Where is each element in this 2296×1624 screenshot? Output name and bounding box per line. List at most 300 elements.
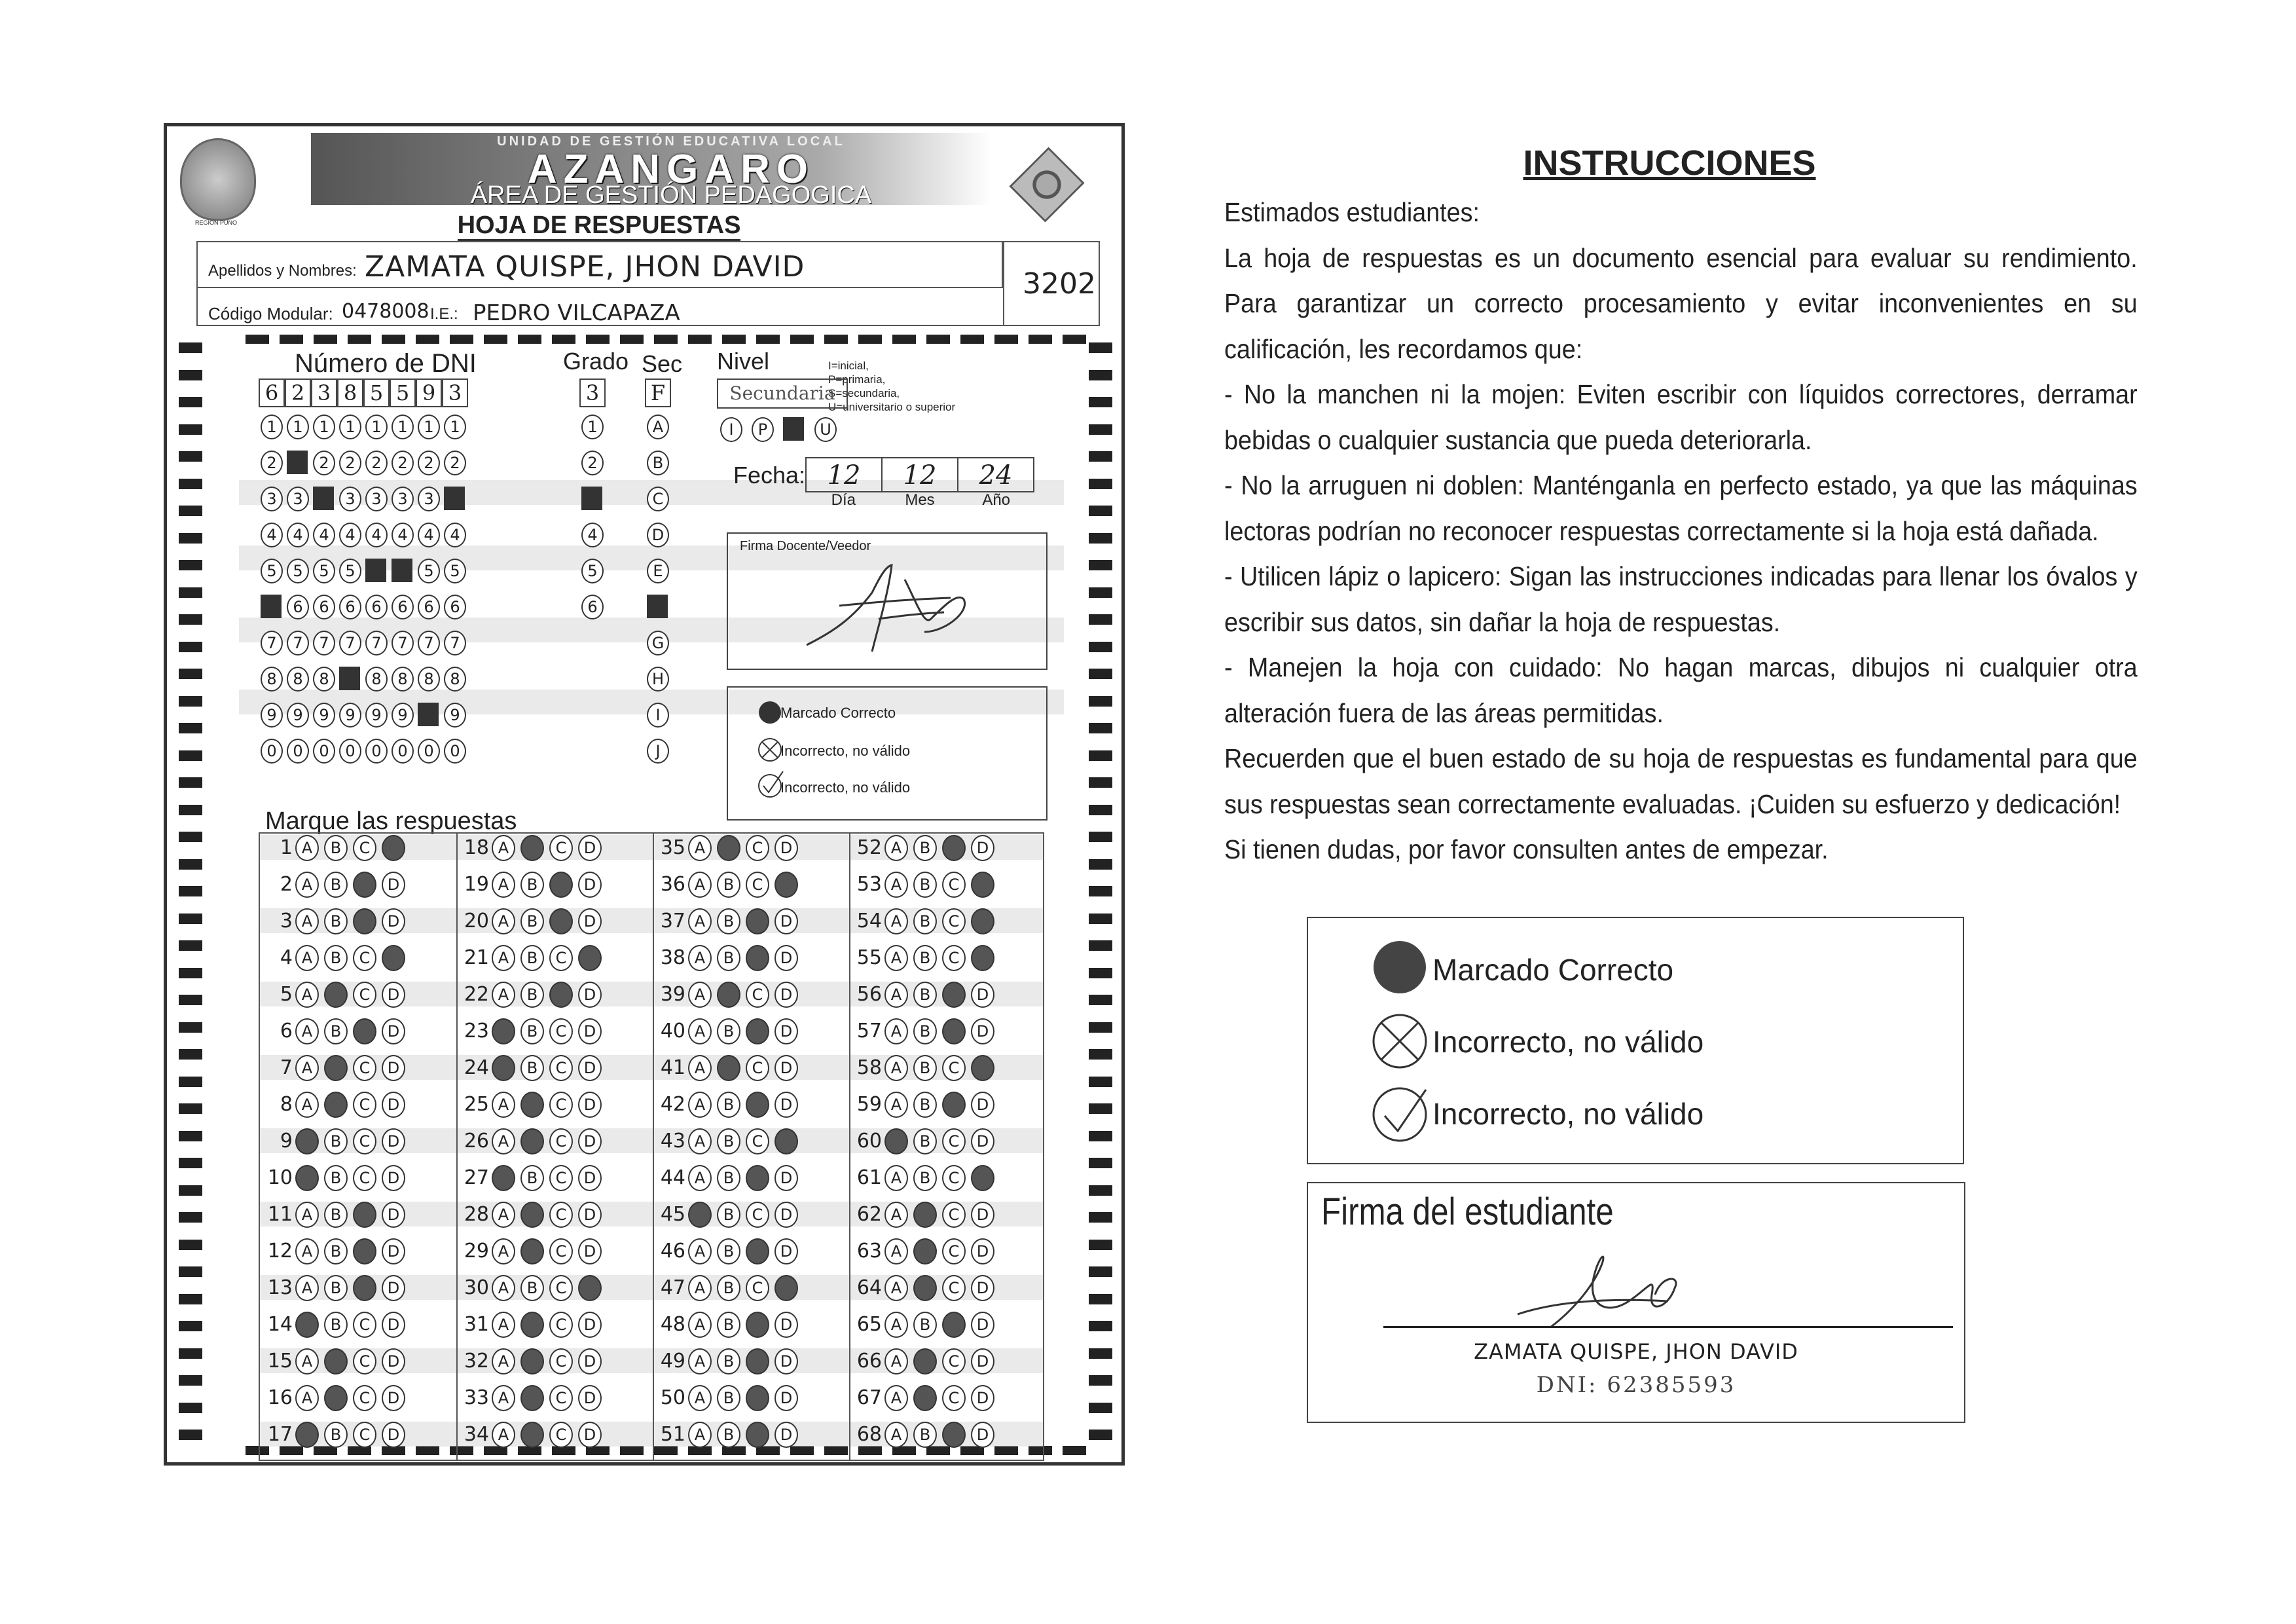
dni-bubble: 7 (339, 631, 361, 655)
answer-bubble: D (971, 1312, 994, 1338)
answer-bubble: D (774, 1018, 798, 1044)
answer-bubble: A (295, 1055, 319, 1081)
dni-digit-box: 8 (337, 378, 363, 407)
dni-bubble: 5 (261, 559, 283, 583)
small-legend-box (727, 686, 1048, 821)
timing-mark-right (1089, 1185, 1112, 1196)
answer-bubble: C (549, 1165, 573, 1191)
instructions-closing: Recuerden que el buen estado de su hoja de respuestas es fundamental para que sus respuestas sean correctamente evaluadas. ¡Cuiden su esfuerzo y dedicación! (1224, 743, 2138, 819)
question-number: 32 (464, 1350, 489, 1373)
answer-bubble: C (549, 1128, 573, 1154)
nivel-box: Secundaria (717, 378, 848, 409)
answer-bubble-marked: D (774, 872, 798, 898)
timing-mark-right (1089, 1240, 1112, 1250)
timing-mark-left (179, 1240, 202, 1250)
answer-bubble: A (295, 1238, 319, 1264)
answer-bubble: D (971, 1018, 994, 1044)
timing-mark-right (1089, 886, 1112, 896)
legend-large-text-1: Marcado Correcto (1432, 953, 1674, 987)
answer-bubble: B (324, 1275, 348, 1301)
timing-mark-right (1089, 1158, 1112, 1168)
timing-mark-left (179, 642, 202, 652)
answer-bubble: C (942, 1165, 966, 1191)
timing-mark-left (179, 1077, 202, 1087)
timing-mark-right (1089, 1294, 1112, 1304)
question-number: 5 (280, 983, 293, 1006)
answer-bubble: D (578, 872, 602, 898)
answer-bubble: A (688, 1385, 712, 1411)
grado-bubble: 6 (581, 595, 604, 619)
answer-bubble-marked: D (971, 872, 994, 898)
answer-bubble: C (549, 1202, 573, 1228)
answer-bubble: B (913, 1018, 937, 1044)
banner-sub-text: ÁREA DE GESTIÓN PEDAGOGICA (470, 181, 872, 209)
answer-bubble: A (884, 1018, 908, 1044)
answer-bubble: C (942, 1348, 966, 1375)
timing-mark-right (1089, 1212, 1112, 1223)
dni-bubble: 3 (339, 487, 361, 511)
instructions-text (1224, 190, 2138, 873)
answer-bubble: A (884, 1385, 908, 1411)
answer-bubble-marked: C (353, 872, 376, 898)
sec-bubble: E (647, 559, 669, 583)
answer-bubble: A (688, 872, 712, 898)
crest-caption: REGION PUNO (194, 219, 237, 226)
instruction-no-manchar: - No la manchen ni la mojen: Eviten escribir con líquidos correctores, derramar bebidas o cualquier sustancia que pueda deteriorarla. (1224, 379, 2138, 455)
answer-bubble: A (295, 945, 319, 971)
answer-bubble: B (324, 1202, 348, 1228)
timing-mark-right (1089, 1077, 1112, 1087)
timing-mark-left (179, 859, 202, 870)
answer-bubble: D (971, 1422, 994, 1448)
answer-bubble: B (717, 1165, 740, 1191)
timing-mark-right (1089, 342, 1112, 353)
timing-mark-left (179, 886, 202, 896)
answer-bubble: B (520, 982, 544, 1008)
answer-bubble: B (324, 1165, 348, 1191)
dni-bubble: 0 (392, 739, 414, 764)
answer-bubble-marked: B (520, 835, 544, 861)
dni-bubble: 9 (287, 703, 309, 728)
question-number: 45 (660, 1203, 685, 1226)
answer-bubble: B (913, 872, 937, 898)
dni-bubble: 8 (365, 667, 388, 692)
answer-bubble: D (971, 1202, 994, 1228)
dni-bubble-marked (261, 595, 282, 618)
answer-bubble: B (717, 945, 740, 971)
answer-bubble: A (884, 982, 908, 1008)
answer-bubble: A (492, 1385, 515, 1411)
signature-line (1383, 1326, 1953, 1328)
dni-bubble: 1 (444, 415, 466, 439)
timing-mark-top (1029, 335, 1052, 344)
answer-bubble-marked: A (492, 1055, 515, 1081)
sec-bubble: J (647, 739, 669, 764)
student-name: ZAMATA QUISPE, JHON DAVID (1474, 1339, 1798, 1364)
timing-mark-left (179, 342, 202, 353)
answer-bubble-marked: D (971, 1055, 994, 1081)
answer-bubble: B (324, 872, 348, 898)
answer-bubble: A (884, 1348, 908, 1375)
fecha-boxes (805, 457, 1034, 492)
timing-mark-right (1089, 696, 1112, 707)
timing-mark-right (1089, 479, 1112, 489)
answer-bubble: C (746, 1275, 769, 1301)
dni-bubble: 0 (365, 739, 388, 764)
timing-mark-left (179, 1348, 202, 1359)
question-number: 64 (856, 1276, 882, 1299)
firma-docente-box (727, 532, 1048, 670)
answer-bubble: A (492, 1422, 515, 1448)
dni-bubble: 2 (392, 451, 414, 475)
timing-mark-left (179, 587, 202, 598)
answer-bubble: B (717, 908, 740, 934)
answer-bubble: A (492, 835, 515, 861)
question-number: 47 (660, 1276, 685, 1299)
answer-bubble: D (578, 1348, 602, 1375)
question-number: 66 (856, 1350, 882, 1373)
question-number: 31 (464, 1313, 489, 1336)
answer-bubble-marked: B (324, 1055, 348, 1081)
answer-bubble: D (971, 982, 994, 1008)
code-label: Código Modular: (208, 304, 333, 323)
dni-bubble: 4 (444, 523, 466, 547)
answer-bubble: C (549, 945, 573, 971)
answer-bubble: D (578, 1128, 602, 1154)
dni-digit-box: 3 (311, 378, 337, 407)
answer-bubble-marked: B (520, 1312, 544, 1338)
answer-bubble-marked: A (884, 1128, 908, 1154)
dni-bubble: 1 (365, 415, 388, 439)
student-signature-box (1307, 1182, 1965, 1423)
dni-bubble: 1 (287, 415, 309, 439)
timing-mark-right (1089, 940, 1112, 951)
question-number: 54 (856, 910, 882, 932)
ugel-seal-logo (1009, 147, 1084, 222)
fecha-label: Fecha: (733, 462, 806, 489)
timing-mark-left (179, 1212, 202, 1223)
dni-bubble: 2 (339, 451, 361, 475)
timing-mark-right (1089, 424, 1112, 435)
dni-bubble: 0 (287, 739, 309, 764)
answer-bubble-marked: B (913, 1275, 937, 1301)
answer-bubble-marked: D (774, 1128, 798, 1154)
fecha-year: 24 (979, 460, 1013, 490)
sec-bubble: A (647, 415, 669, 439)
timing-mark-right (1089, 397, 1112, 407)
timing-mark-left (179, 397, 202, 407)
timing-mark-top (756, 335, 780, 344)
dni-bubble: 3 (418, 487, 440, 511)
answer-bubble: A (492, 1275, 515, 1301)
answer-bubble-marked: C (746, 1385, 769, 1411)
answer-bubble: B (520, 1275, 544, 1301)
answer-bubble-marked: C (942, 1092, 966, 1118)
answer-bubble: D (774, 1348, 798, 1375)
timing-mark-top (790, 335, 814, 344)
question-number: 12 (267, 1240, 293, 1263)
answer-bubble-marked: D (971, 1165, 994, 1191)
sec-box: F (645, 378, 671, 407)
answer-bubble: C (353, 1055, 376, 1081)
answer-bubble: B (717, 1018, 740, 1044)
answer-bubble-marked: C (942, 835, 966, 861)
answer-bubble: B (913, 1055, 937, 1081)
question-number: 43 (660, 1130, 685, 1153)
question-number: 40 (660, 1020, 685, 1043)
answer-bubble: D (971, 835, 994, 861)
answer-bubble: C (549, 1092, 573, 1118)
nivel-bubble-marked (783, 417, 804, 441)
dni-digit-box: 3 (442, 378, 468, 407)
ie-label: I.E.: (430, 305, 458, 323)
timing-mark-right (1089, 614, 1112, 625)
answer-bubble-marked: A (492, 1165, 515, 1191)
answer-bubble: A (884, 1092, 908, 1118)
timing-mark-left (179, 805, 202, 815)
dni-bubble-marked (339, 667, 360, 690)
timing-mark-top (858, 335, 882, 344)
legend-large-text-2: Incorrecto, no válido (1432, 1025, 1704, 1059)
answer-bubble: B (913, 1128, 937, 1154)
answer-bubble: A (688, 1092, 712, 1118)
dni-bubble: 7 (261, 631, 283, 655)
answer-bubble: D (382, 1018, 405, 1044)
answer-bubble: B (717, 872, 740, 898)
answer-bubble-marked: B (324, 982, 348, 1008)
answer-bubble-marked: C (942, 982, 966, 1008)
answer-bubble: D (971, 1348, 994, 1375)
answer-bubble-marked: A (295, 1422, 319, 1448)
answer-bubble: C (549, 1238, 573, 1264)
answer-bubble-marked: C (746, 945, 769, 971)
dni-digit-box: 5 (363, 378, 390, 407)
answer-bubble: B (520, 945, 544, 971)
sec-bubble-marked (647, 595, 668, 618)
answer-bubble: D (971, 1092, 994, 1118)
answer-bubble-marked: D (382, 835, 405, 861)
question-number: 44 (660, 1166, 685, 1189)
answer-bubble: A (884, 872, 908, 898)
student-signature (1498, 1236, 1694, 1340)
dni-digit-box: 9 (416, 378, 442, 407)
dni-bubble: 6 (287, 595, 309, 619)
answer-bubble: B (324, 1422, 348, 1448)
answer-bubble: C (942, 1275, 966, 1301)
answer-bubble: D (578, 982, 602, 1008)
nivel-bubble: I (720, 417, 742, 442)
answer-bubble: D (382, 1275, 405, 1301)
answer-bubble: B (520, 908, 544, 934)
dni-bubble: 6 (365, 595, 388, 619)
answer-bubble: D (774, 1165, 798, 1191)
sec-bubble: I (647, 703, 669, 728)
dni-bubble: 7 (418, 631, 440, 655)
answer-bubble: A (492, 1348, 515, 1375)
question-number: 25 (464, 1093, 489, 1116)
answer-bubble: D (774, 1238, 798, 1264)
timing-mark-right (1089, 1348, 1112, 1359)
answer-bubble-marked: C (746, 1238, 769, 1264)
answer-bubble: D (774, 1055, 798, 1081)
answer-bubble-marked: C (549, 982, 573, 1008)
dni-bubble: 1 (261, 415, 283, 439)
question-number: 22 (464, 983, 489, 1006)
timing-mark-top (926, 335, 950, 344)
answer-bubble: A (492, 982, 515, 1008)
answer-bubble: C (549, 835, 573, 861)
timing-mark-top (892, 335, 916, 344)
dni-bubble: 5 (313, 559, 335, 583)
legend-marks (1364, 931, 1436, 1173)
answer-bubble: C (746, 1128, 769, 1154)
answer-bubble: C (746, 1202, 769, 1228)
timing-mark-left (179, 614, 202, 625)
answer-bubble: D (382, 872, 405, 898)
fecha-day: 12 (807, 458, 883, 491)
answer-bubble: C (549, 1385, 573, 1411)
timing-mark-left (179, 479, 202, 489)
answer-bubble: A (295, 1018, 319, 1044)
dni-bubble: 3 (287, 487, 309, 511)
answer-bubble-marked: B (913, 1385, 937, 1411)
answer-bubble: C (549, 1348, 573, 1375)
legend-text-3: Incorrecto, no válido (780, 779, 911, 796)
sheet-title: HOJA DE RESPUESTAS (396, 212, 802, 240)
timing-mark-left (179, 1321, 202, 1331)
answer-bubble: C (353, 1312, 376, 1338)
question-number: 67 (856, 1386, 882, 1409)
dni-bubble: 8 (418, 667, 440, 692)
answer-bubble: D (382, 1165, 405, 1191)
dni-bubble: 9 (339, 703, 361, 728)
dni-bubble: 8 (444, 667, 466, 692)
signature-label: Firma del estudiante (1321, 1190, 1614, 1233)
answer-bubble-marked: B (520, 1128, 544, 1154)
question-number: 37 (660, 910, 685, 932)
dni-bubble: 4 (365, 523, 388, 547)
answer-bubble: A (884, 1238, 908, 1264)
legend-text-2: Incorrecto, no válido (780, 743, 911, 759)
regional-crest-logo (180, 138, 256, 221)
dni-bubble: 8 (392, 667, 414, 692)
answer-sheet (164, 123, 1125, 1466)
answer-bubble: C (942, 1238, 966, 1264)
grado-bubble: 1 (581, 415, 604, 439)
legend-filled-mark (759, 701, 781, 724)
question-number: 61 (856, 1166, 882, 1189)
question-number: 13 (267, 1276, 293, 1299)
dni-bubble: 4 (287, 523, 309, 547)
timing-mark-left (179, 832, 202, 842)
question-number: 7 (280, 1056, 293, 1079)
question-number: 15 (267, 1350, 293, 1373)
timing-mark-top (654, 335, 678, 344)
answer-bubble: A (688, 1238, 712, 1264)
timing-mark-top (960, 335, 984, 344)
question-number: 50 (660, 1386, 685, 1409)
answer-bubble: C (353, 1092, 376, 1118)
answer-bubble: B (520, 872, 544, 898)
answer-bubble: D (971, 1128, 994, 1154)
dni-bubble-marked (444, 487, 465, 510)
question-number: 11 (267, 1203, 293, 1226)
dni-bubble: 7 (287, 631, 309, 655)
answer-bubble: A (884, 945, 908, 971)
answer-bubble: D (971, 1238, 994, 1264)
timing-mark-right (1089, 506, 1112, 516)
answer-bubble-marked: C (746, 1312, 769, 1338)
question-number: 57 (856, 1020, 882, 1043)
answer-bubble: A (492, 872, 515, 898)
answer-bubble: A (492, 908, 515, 934)
question-number: 24 (464, 1056, 489, 1079)
timing-mark-top (246, 335, 269, 344)
timing-mark-left (179, 968, 202, 978)
answer-bubble: D (971, 1275, 994, 1301)
instructions-dudas: Si tienen dudas, por favor consulten antes de empezar. (1224, 834, 1829, 864)
legend-large-text-3: Incorrecto, no válido (1432, 1097, 1704, 1131)
dni-bubble: 2 (313, 451, 335, 475)
timing-mark-right (1089, 805, 1112, 815)
answer-bubble: C (353, 982, 376, 1008)
name-label: Apellidos y Nombres: (208, 262, 357, 280)
answer-bubble: A (688, 908, 712, 934)
dni-bubble: 1 (418, 415, 440, 439)
answer-bubble: B (913, 835, 937, 861)
timing-mark-right (1089, 968, 1112, 978)
answer-bubble: A (688, 945, 712, 971)
answer-bubble: C (746, 835, 769, 861)
answer-bubble: C (353, 1422, 376, 1448)
instructions-greeting: Estimados estudiantes: (1224, 197, 1480, 227)
question-number: 28 (464, 1203, 489, 1226)
question-number: 52 (856, 836, 882, 859)
answer-bubble: A (688, 1422, 712, 1448)
timing-mark-top (722, 335, 746, 344)
answer-bubble: A (884, 1312, 908, 1338)
answer-bubble: A (688, 1055, 712, 1081)
timing-mark-top (688, 335, 712, 344)
timing-mark-top (348, 335, 371, 344)
answer-bubble-marked: D (382, 945, 405, 971)
sheet-number: 3202 (1023, 267, 1096, 301)
answer-bubble: C (746, 872, 769, 898)
dni-bubble: 8 (287, 667, 309, 692)
answer-bubble: B (717, 1275, 740, 1301)
question-number: 27 (464, 1166, 489, 1189)
answer-bubble: C (942, 1202, 966, 1228)
sec-label: Sec (642, 350, 683, 377)
answer-bubble: D (382, 1238, 405, 1264)
answer-bubble: A (295, 835, 319, 861)
answer-bubble: B (324, 1238, 348, 1264)
answer-bubble: C (549, 1055, 573, 1081)
dni-bubble: 9 (261, 703, 283, 728)
dni-bubble-marked (287, 451, 308, 474)
question-number: 1 (280, 836, 293, 859)
timing-mark-top (518, 335, 541, 344)
question-number: 65 (856, 1313, 882, 1336)
answer-bubble-marked: C (746, 908, 769, 934)
answer-bubble: D (382, 1128, 405, 1154)
timing-mark-right (1089, 913, 1112, 924)
dni-bubble: 6 (444, 595, 466, 619)
timing-mark-right (1089, 587, 1112, 598)
timing-mark-top (280, 335, 303, 344)
question-number: 38 (660, 946, 685, 969)
answer-bubble: D (578, 1165, 602, 1191)
